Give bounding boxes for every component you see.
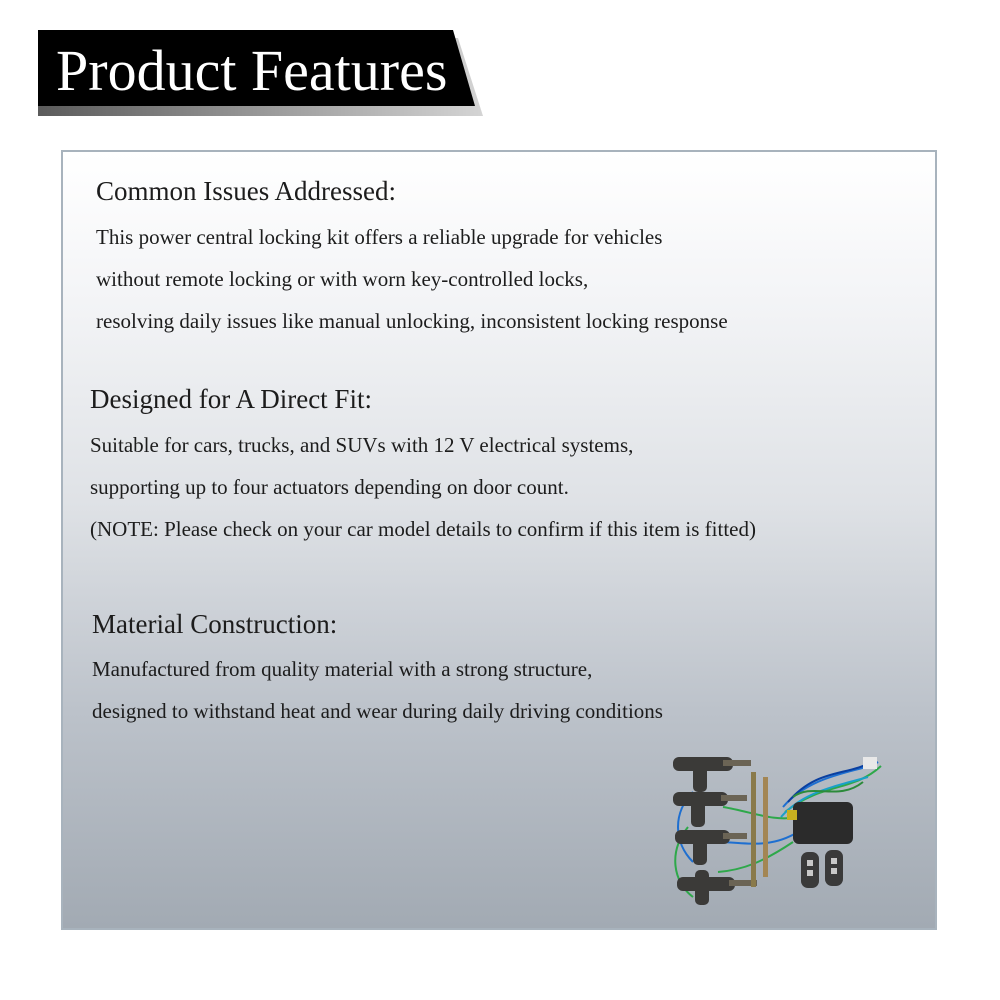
section-heading: Material Construction: bbox=[92, 609, 338, 639]
page-title: Product Features bbox=[56, 38, 448, 103]
section-direct-fit bbox=[90, 382, 756, 550]
section-text-line: without remote locking or with worn key-controlled locks, bbox=[96, 267, 589, 291]
section-text-line: Suitable for cars, trucks, and SUVs with 12 V electrical systems, bbox=[90, 433, 634, 457]
section-text-line: designed to withstand heat and wear during daily driving conditions bbox=[92, 699, 663, 723]
section-text-line: (NOTE: Please check on your car model details to confirm if this item is fitted) bbox=[90, 517, 756, 541]
features-panel bbox=[61, 150, 937, 930]
features-banner bbox=[38, 30, 483, 116]
section-text-line: resolving daily issues like manual unlocking, inconsistent locking response bbox=[96, 309, 728, 333]
section-text-line: Manufactured from quality material with a strong structure, bbox=[92, 657, 593, 681]
section-common-issues bbox=[96, 174, 728, 342]
section-text-line: supporting up to four actuators depending on door count. bbox=[90, 475, 569, 499]
section-heading: Designed for A Direct Fit: bbox=[90, 384, 372, 414]
section-text-line: This power central locking kit offers a reliable upgrade for vehicles bbox=[96, 225, 663, 249]
section-material-construction bbox=[92, 607, 663, 732]
locking-kit-product-image bbox=[663, 752, 893, 917]
section-heading: Common Issues Addressed: bbox=[96, 176, 396, 206]
